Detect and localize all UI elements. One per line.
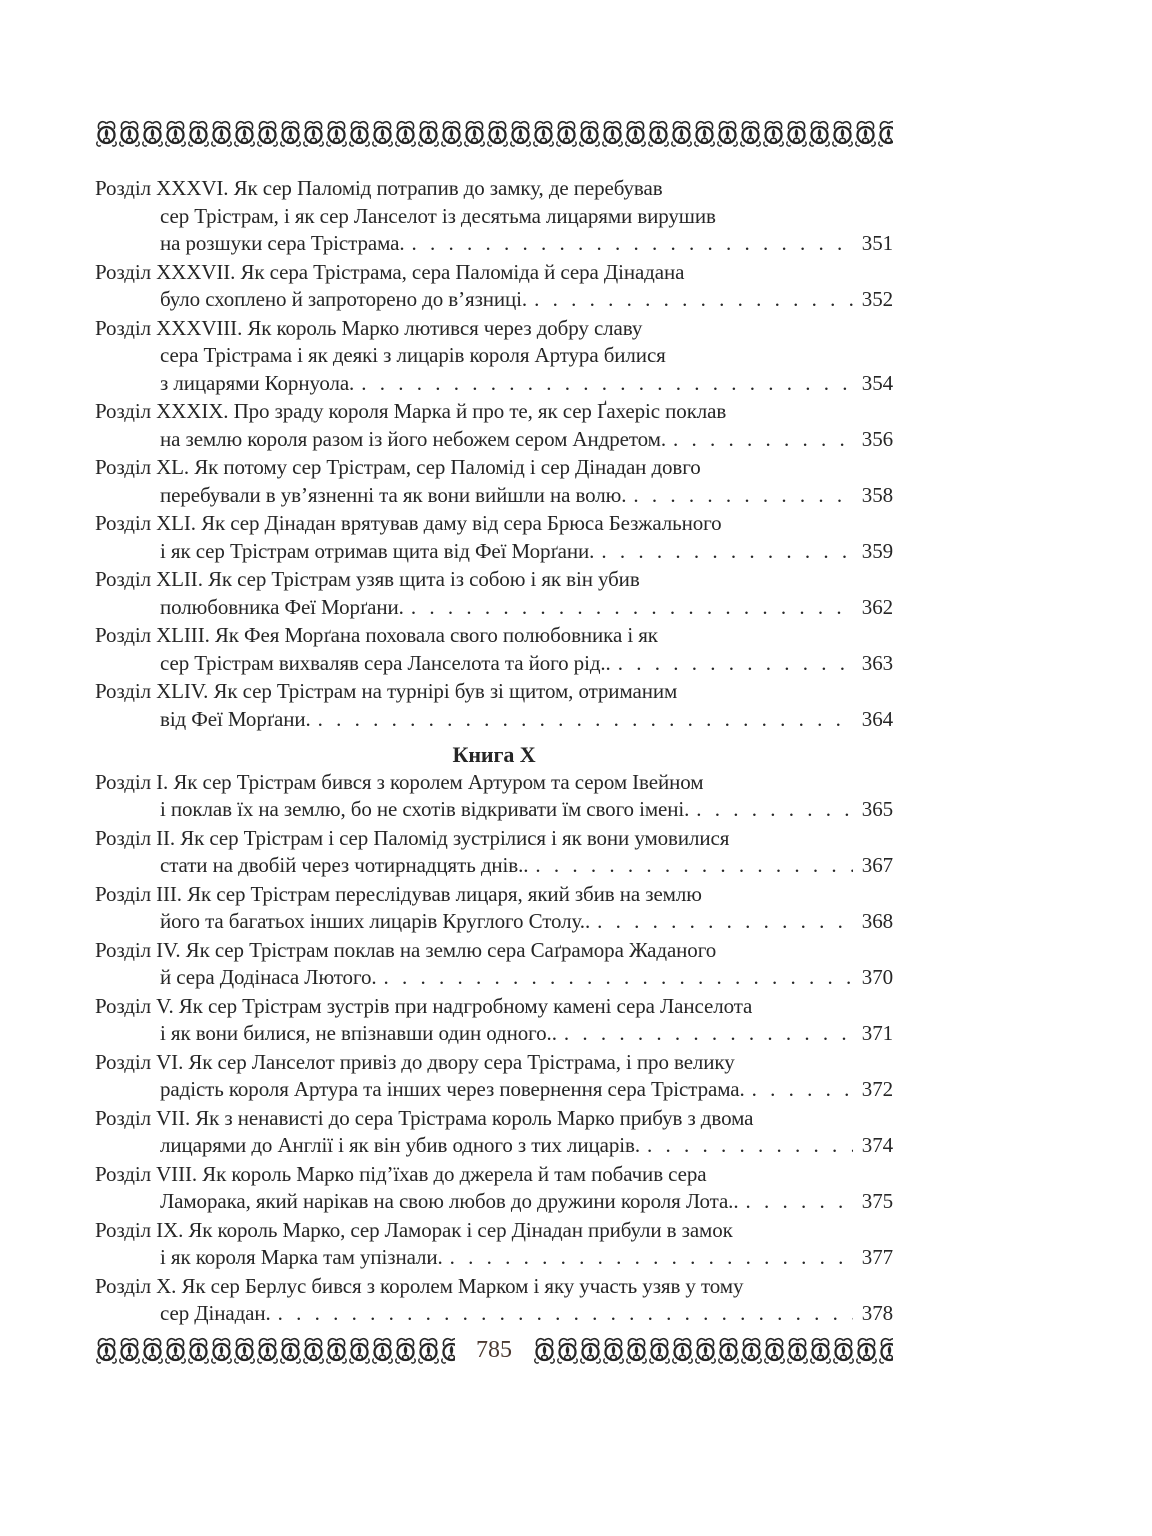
toc-line-text: сер Дінадан. — [160, 1301, 271, 1325]
toc-line-text: було схоплено й запроторено до в’язниці. — [160, 287, 528, 311]
folio-page-number: 785 — [476, 1337, 512, 1363]
toc-page-number: 374 — [861, 1133, 893, 1157]
toc-page-number: 371 — [861, 1021, 893, 1045]
dot-leader — [443, 1244, 853, 1272]
toc-line — [95, 370, 893, 398]
toc-line — [95, 796, 893, 824]
toc-line — [95, 1076, 893, 1104]
toc-page-number: 358 — [861, 482, 893, 507]
dot-leader — [738, 1188, 853, 1216]
toc-line: Розділ IX. Як король Марко, сер Ламорак і сер Дінадан прибули в замок — [95, 1217, 733, 1242]
toc-line: Розділ I. Як сер Трістрам бився з королем Артуром та сером Івейном — [95, 769, 704, 794]
dot-leader — [354, 370, 853, 398]
dot-leader — [611, 650, 853, 678]
toc-page-number: 372 — [861, 1077, 893, 1101]
toc-line — [95, 1132, 893, 1160]
toc-page-number: 351 — [861, 231, 893, 255]
toc-page-number: 352 — [861, 287, 893, 311]
toc-line — [95, 1020, 893, 1048]
toc-line — [95, 1244, 893, 1272]
toc-page-number: 359 — [861, 538, 893, 563]
toc-line-text: і як короля Марка там упізнали. — [160, 1245, 443, 1269]
toc-line-text: від Феї Морґани. — [160, 706, 311, 731]
toc-line: сер Трістрам, і як сер Ланселот із десятьма лицарями вирушив — [160, 203, 716, 228]
toc-line-text: і як сер Трістрам отримав щита від Феї Морґани. — [160, 538, 595, 563]
toc-line-text: і як вони билися, не впізнавши один одного.. — [160, 1021, 557, 1045]
dot-leader — [377, 964, 854, 992]
toc-page-number: 370 — [861, 965, 893, 989]
toc-entry — [95, 881, 893, 936]
toc-line-text: на землю короля разом із його небожем сером Андретом. — [160, 426, 666, 451]
toc-entry — [95, 175, 893, 258]
dot-leader — [745, 1076, 853, 1104]
dot-leader — [689, 796, 853, 824]
toc-entry — [95, 937, 893, 992]
toc-line-text: лицарями до Англії і як він убив одного з тих лицарів. — [160, 1133, 640, 1157]
ornament-border-top — [95, 118, 893, 148]
toc-entry — [95, 1161, 893, 1216]
toc-entry — [95, 1049, 893, 1104]
toc-line-text: перебували в ув’язненні та як вони вийшли на волю. — [160, 482, 627, 507]
toc-line-text: і поклав їх на землю, бо не схотів відкривати їм свого імені. — [160, 797, 690, 821]
toc-line-text: на розшуки сера Трістрама. — [160, 231, 405, 255]
toc-line: Розділ VII. Як з ненависті до сера Трістрама король Марко прибув з двома — [95, 1105, 754, 1130]
dot-leader — [557, 1020, 853, 1048]
toc-line: Розділ II. Як сер Трістрам і сер Паломід зустрілися і як вони умовилися — [95, 825, 730, 850]
dot-leader — [271, 1300, 853, 1328]
toc-line: Розділ XXXVIII. Як король Марко лютився через добру славу — [95, 315, 643, 340]
toc-line — [95, 538, 893, 566]
toc-line: Розділ XLIV. Як сер Трістрам на турнірі був зі щитом, отриманим — [95, 679, 678, 703]
book-heading: Книга X — [452, 742, 536, 767]
toc-page-number: 368 — [861, 909, 893, 933]
toc-entry — [95, 259, 893, 314]
toc — [95, 175, 893, 1328]
toc-entry — [95, 398, 893, 453]
dot-leader — [404, 594, 853, 622]
toc-line-text: сер Трістрам вихваляв сера Ланселота та його рід.. — [160, 650, 611, 675]
toc-entry — [95, 566, 893, 621]
dot-leader — [527, 286, 853, 314]
page-footer — [95, 1335, 893, 1365]
toc-line: Розділ III. Як сер Трістрам переслідував лицаря, який збив на землю — [95, 881, 702, 906]
toc-line — [95, 1188, 893, 1216]
toc-entry — [95, 769, 893, 824]
toc-line — [95, 706, 893, 734]
toc-page-number: 363 — [861, 650, 893, 675]
toc-line-text: його та багатьох інших лицарів Круглого Столу.. — [160, 909, 591, 933]
toc-line-text: стати на двобій через чотирнадцять днів.. — [160, 853, 529, 877]
dot-leader — [666, 426, 853, 454]
toc-entry — [95, 622, 893, 677]
toc-line: Розділ XLIII. Як Фея Морґана поховала свого полюбовника і як — [95, 623, 658, 647]
content-column — [95, 118, 893, 1329]
toc-entry — [95, 825, 893, 880]
dot-leader — [528, 852, 853, 880]
toc-page-number: 364 — [861, 706, 893, 731]
toc-page-number: 365 — [861, 797, 893, 821]
toc-line — [95, 594, 893, 622]
toc-line: Розділ VI. Як сер Ланселот привіз до двору сера Трістрама, і про велику — [95, 1049, 735, 1074]
dot-leader — [594, 538, 853, 566]
toc-page-number: 375 — [861, 1189, 893, 1213]
toc-entry — [95, 1105, 893, 1160]
toc-page-number: 378 — [861, 1301, 893, 1325]
toc-page-number: 362 — [861, 594, 893, 619]
toc-line: Розділ XXXIX. Про зраду короля Марка й про те, як сер Ґахеріс поклав — [95, 399, 727, 423]
toc-line: Розділ V. Як сер Трістрам зустрів при надгробному камені сера Ланселота — [95, 993, 753, 1018]
toc-line-text: Ламорака, який нарікав на свою любов до дружини короля Лота.. — [160, 1189, 739, 1213]
toc-entry — [95, 993, 893, 1048]
toc-entry — [95, 510, 893, 565]
toc-line: сера Трістрама і як деякі з лицарів короля Артура билися — [160, 343, 666, 367]
dot-leader — [405, 230, 854, 258]
toc-line: Розділ IV. Як сер Трістрам поклав на землю сера Саґрамора Жаданого — [95, 937, 717, 962]
toc-line — [95, 230, 893, 258]
toc-line — [95, 1300, 893, 1328]
toc-line: Розділ XL. Як потому сер Трістрам, сер Паломід і сер Дінадан довго — [95, 455, 701, 479]
dot-leader — [626, 482, 853, 510]
toc-page-number: 377 — [861, 1245, 893, 1269]
toc-line-text: з лицарями Корнуола. — [160, 370, 355, 395]
dot-leader — [311, 706, 853, 734]
toc-entry — [95, 315, 893, 398]
toc-line: Розділ XLII. Як сер Трістрам узяв щита із собою і як він убив — [95, 567, 640, 591]
dot-leader — [640, 1132, 853, 1160]
dot-leader — [590, 908, 853, 936]
toc-entry — [95, 454, 893, 509]
toc-line — [95, 908, 893, 936]
toc-page-number: 367 — [861, 853, 893, 877]
ornament-border-bottom-right — [533, 1335, 893, 1365]
toc-line-text: радість короля Артура та інших через повернення сера Трістрама. — [160, 1077, 745, 1101]
toc-line-text: й сера Додінаса Лютого. — [160, 965, 377, 989]
toc-line — [95, 482, 893, 510]
toc-entry — [95, 1273, 893, 1328]
toc-line: Розділ VIII. Як король Марко під’їхав до джерела й там побачив сера — [95, 1161, 707, 1186]
toc-page-number: 354 — [861, 370, 893, 395]
toc-entry — [95, 678, 893, 733]
toc-line: Розділ X. Як сер Берлус бився з королем Марком і яку участь узяв у тому — [95, 1273, 744, 1298]
toc-page-number: 356 — [861, 426, 893, 451]
toc-line-text: полюбовника Феї Морґани. — [160, 594, 404, 619]
toc-line — [95, 650, 893, 678]
toc-line — [95, 964, 893, 992]
toc-line — [95, 852, 893, 880]
ornament-border-bottom-left — [95, 1335, 455, 1365]
toc-line — [95, 426, 893, 454]
toc-line: Розділ XXXVII. Як сера Трістрама, сера Паломіда й сера Дінадана — [95, 259, 685, 284]
toc-line — [95, 286, 893, 314]
toc-entry — [95, 1217, 893, 1272]
toc-line: Розділ XLI. Як сер Дінадан врятував даму від сера Брюса Безжального — [95, 511, 722, 535]
toc-line: Розділ XXXVI. Як сер Паломід потрапив до замку, де перебував — [95, 176, 663, 200]
